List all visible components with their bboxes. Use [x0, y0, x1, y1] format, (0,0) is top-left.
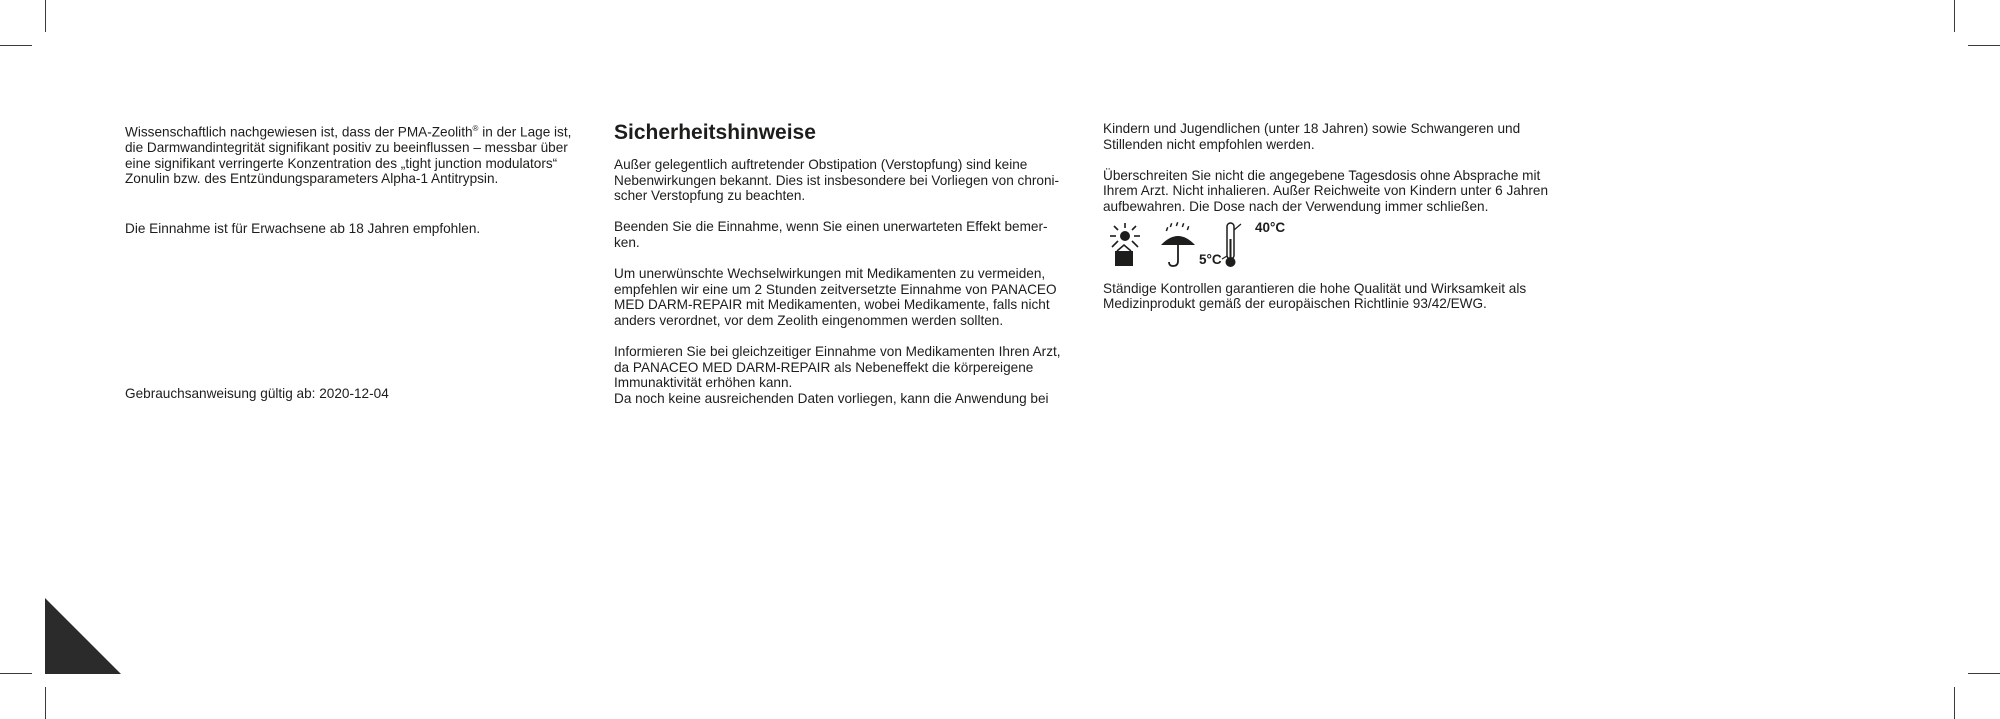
doctor-info-paragraph: Informieren Sie bei gleichzeitiger Einnahme von Medikamenten Ihren Arzt, da PANACEO MED DARM-REPAIR als Nebeneffekt die körpereigene Immunaktivität erhöhen kann. Da noch keine ausreichenden Daten vorliegen, kann die Anwendung bei — [614, 344, 1061, 406]
validity-date: Gebrauchsanweisung gültig ab: 2020-12-04 — [125, 386, 389, 401]
column-intro — [125, 121, 595, 237]
children-pregnancy-paragraph: Kindern und Jugendlichen (unter 18 Jahren) sowie Schwangeren und Stillenden nicht empfohlen werden. — [1103, 121, 1521, 152]
stop-intake-paragraph: Beenden Sie die Einnahme, wenn Sie einen unerwarteten Effekt bemer- ken. — [614, 219, 1048, 250]
max-temperature: 40°C — [1255, 219, 1286, 235]
min-temperature: 5°C — [1199, 251, 1222, 267]
dosage-storage-paragraph: Überschreiten Sie nicht die angegebene Tagesdosis ohne Absprache mit Ihrem Arzt. Nicht inhalieren. Außer Reichweite von Kindern unter 6 Jahren aufbewahren. Die Dose nach der Verwendung immer schließen. — [1103, 167, 1549, 214]
safety-heading: Sicherheitshinweise — [614, 121, 816, 144]
crop-mark-br-h — [1968, 673, 2000, 674]
intro-paragraph: Wissenschaftlich nachgewiesen ist, dass der PMA-Zeolith® in der Lage ist, die Darmwandintegrität signifikant positiv zu beeinflussen – messbar über eine signifikant verringerte Konzentration des „tight junction modulators“ Zonulin bzw. des Entzündungsparameters Alpha-1 Antitrypsin. — [125, 124, 572, 187]
crop-mark-tl-h — [0, 45, 32, 46]
crop-mark-tr-v — [1954, 0, 1955, 32]
storage-symbols — [1103, 221, 1573, 271]
crop-mark-tl-v — [45, 0, 46, 32]
keep-away-from-sunlight-icon — [1103, 221, 1147, 269]
column-warnings — [1103, 121, 1573, 312]
side-effects-paragraph: Außer gelegentlich auftretender Obstipation (Verstopfung) sind keine Nebenwirkungen bekannt. Dies ist insbesondere bei Vorliegen von chroni- scher Verstopfung zu beachten. — [614, 157, 1060, 204]
crop-mark-bl-h — [0, 673, 32, 674]
column-safety — [614, 121, 1084, 407]
crop-mark-tr-h — [1968, 45, 2000, 46]
temperature-limit-icon — [1221, 221, 1245, 269]
corner-triangle — [45, 598, 121, 674]
quality-paragraph: Ständige Kontrollen garantieren die hohe Qualität und Wirksamkeit als Medizinprodukt gemäß der europäischen Richtlinie 93/42/EWG. — [1103, 280, 1527, 312]
crop-mark-bl-v — [45, 687, 46, 719]
crop-mark-br-v — [1954, 687, 1955, 719]
interactions-paragraph: Um unerwünschte Wechselwirkungen mit Medikamenten zu vermeiden, empfehlen wir eine um 2 Stunden zeitversetzte Einnahme von PANACEO MED DARM-REPAIR mit Medikamenten, wobei Medikamente, falls nicht anders verordnet, vor dem Zeolith eingenommen werden sollten. — [614, 266, 1057, 328]
keep-dry-icon — [1158, 221, 1198, 269]
age-recommendation: Die Einnahme ist für Erwachsene ab 18 Jahren empfohlen. — [125, 220, 481, 236]
